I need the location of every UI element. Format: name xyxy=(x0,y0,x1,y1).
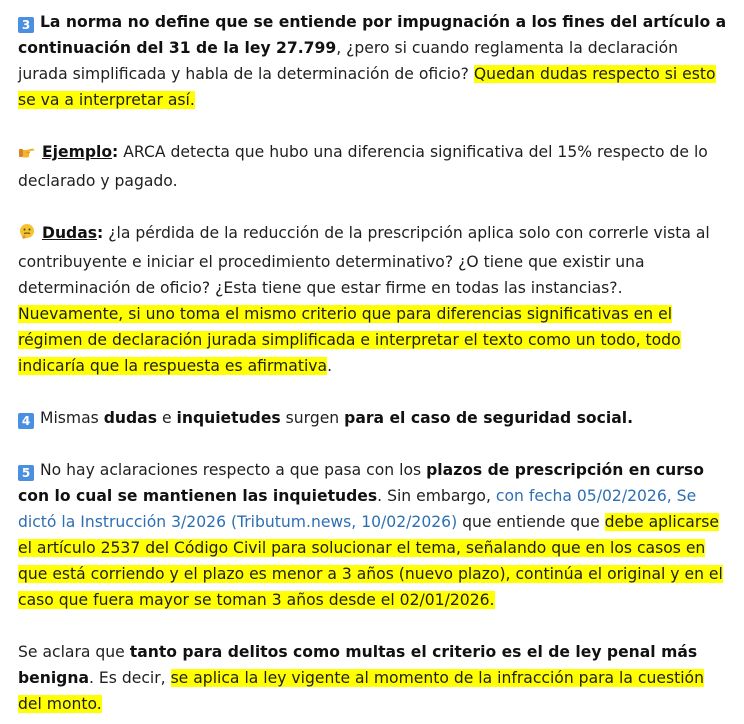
keycap-4-icon: 4 xyxy=(18,413,34,429)
paragraph-example xyxy=(18,139,730,194)
thinking-face-icon xyxy=(18,223,36,249)
body-text: surgen xyxy=(280,409,345,427)
highlighted-text: se aplica la ley vigente al momento de la infracción para la cuestión del monto. xyxy=(18,669,704,713)
paragraph-4 xyxy=(18,405,730,431)
bold-text: La norma no define que se entiende por impugnación a los fines del artículo a continuación del 31 de la ley 27.799 xyxy=(18,13,727,57)
example-label: Ejemplo xyxy=(42,143,113,161)
bold-text: para el caso de seguridad social. xyxy=(344,409,633,427)
instruction-link[interactable]: con fecha 05/02/2026, Se dictó la Instrucción 3/2026 (Tributum.news, 10/02/2026) xyxy=(18,487,697,531)
body-text: . Sin embargo, xyxy=(377,487,496,505)
body-text: que entiende que xyxy=(457,513,605,531)
body-text: . Es decir, xyxy=(88,669,171,687)
bold-text: plazos de prescripción en curso con lo cual se mantienen las inquietudes xyxy=(18,461,704,505)
keycap-5-icon: 5 xyxy=(18,465,34,481)
paragraph-5 xyxy=(18,457,730,613)
body-text: ARCA detecta que hubo una diferencia significativa del 15% respecto de lo declarado y pagado. xyxy=(18,143,708,190)
highlighted-text: Quedan dudas respecto si esto se va a interpretar así. xyxy=(18,65,716,109)
highlighted-text: debe aplicarse el artículo 2537 del Código Civil para solucionar el tema, señalando que en los casos en que está corriendo y el plazo es menor a 3 años (nuevo plazo), continúa el original y en el caso que fuera mayor se toman 3 años desde el 02/01/2026. xyxy=(18,513,723,609)
doubts-label: Dudas xyxy=(42,224,98,242)
paragraph-6 xyxy=(18,639,730,717)
highlighted-text: Nuevamente, si uno toma el mismo criterio que para diferencias significativas en el régimen de declaración jurada simplificada e interpretar el texto como un todo, todo indicaría que la respuesta es afirmativa xyxy=(18,305,681,375)
bold-text: inquietudes xyxy=(176,409,281,427)
body-text: e xyxy=(156,409,177,427)
body-text: Se aclara que xyxy=(18,643,130,661)
pointing-hand-icon xyxy=(18,142,36,168)
period: . xyxy=(327,357,333,375)
keycap-3-icon: 3 xyxy=(18,17,34,33)
paragraph-doubts xyxy=(18,220,730,379)
paragraph-3 xyxy=(18,9,730,113)
body-text: , ¿pero si cuando reglamenta la declaración jurada simplificada y habla de la determinación de oficio? xyxy=(18,39,679,83)
body-text: Mismas xyxy=(40,409,104,427)
bold-text: tanto para delitos como multas el criterio es el de ley penal más benigna xyxy=(18,643,698,687)
example-colon: : xyxy=(112,143,119,161)
body-text: ¿la pérdida de la reducción de la prescripción aplica solo con correrle vista al contribuyente e iniciar el procedimiento determinativo? ¿O tiene que existir una determinación de oficio? ¿Esta tiene que estar firme en todas las instancias?. xyxy=(18,224,710,297)
body-text: No hay aclaraciones respecto a que pasa con los xyxy=(40,461,427,479)
bold-text: dudas xyxy=(103,409,157,427)
doubts-colon: : xyxy=(97,224,104,242)
